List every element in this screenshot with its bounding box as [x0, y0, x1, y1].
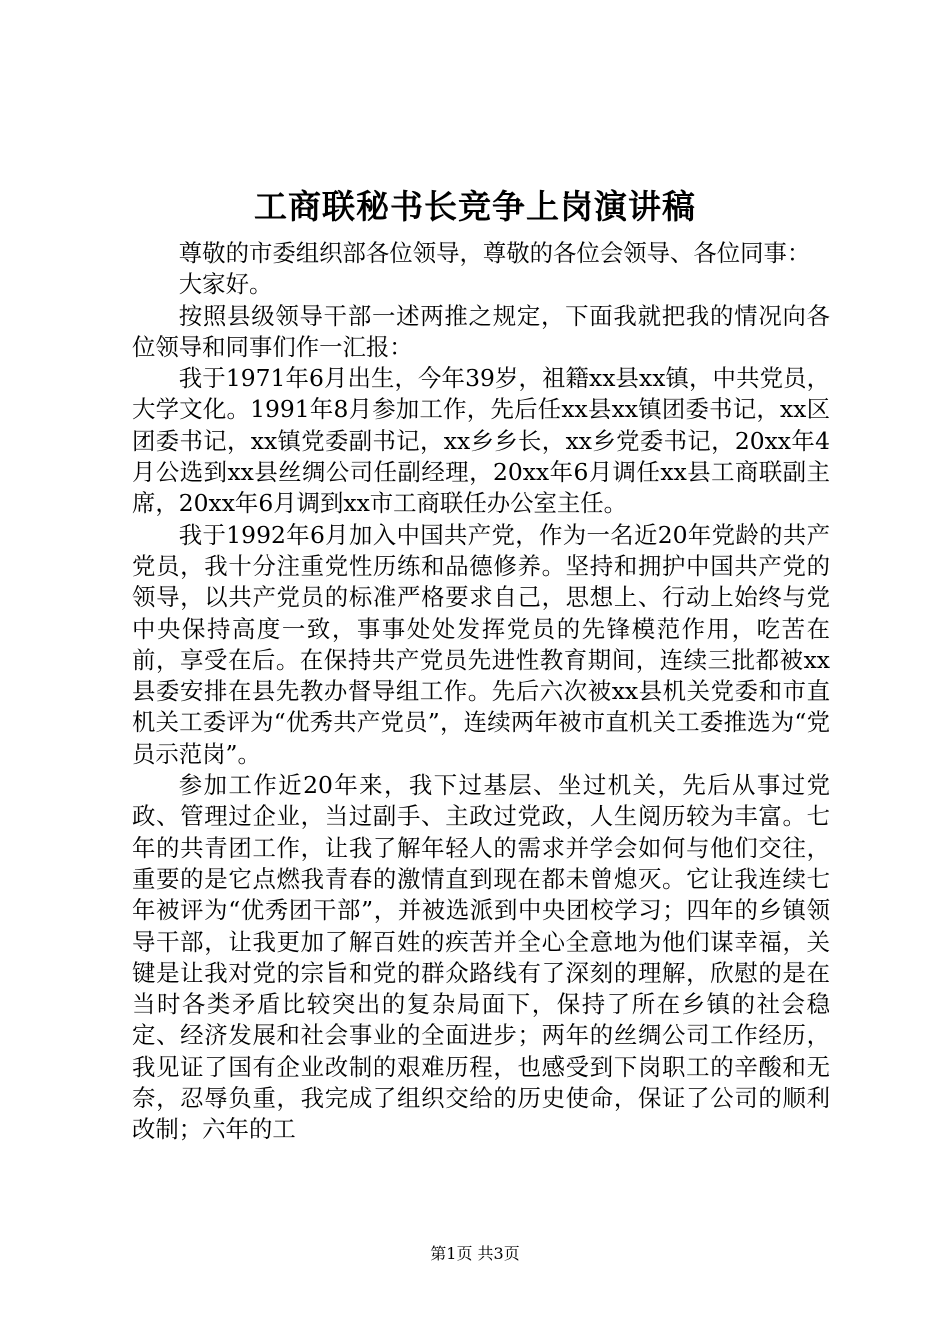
- document-title: 工商联秘书长竞争上岗演讲稿: [254, 187, 696, 226]
- document-body: [132, 238, 830, 1146]
- background-paragraph: 我于1971年6月出生，今年39岁，祖籍xx县xx镇，中共党员，大学文化。1991年8月参加工作，先后任xx县xx镇团委书记，xx区团委书记，xx镇党委副书记，xx乡乡长，xx乡党委书记，20xx年4月公选到xx县丝绸公司任副经理，20xx年6月调任xx县工商联副主席，20xx年6月调到xx市工商联任办公室主任。: [132, 364, 830, 518]
- party-paragraph: 我于1992年6月加入中国共产党，作为一名近20年党龄的共产党员，我十分注重党性历练和品德修养。坚持和拥护中国共产党的领导，以共产党员的标准严格要求自己，思想上、行动上始终与党中央保持高度一致，事事处处发挥党员的先锋模范作用，吃苦在前，享受在后。在保持共产党员先进性教育期间，连续三批都被xx县委安排在县先教办督导组工作。先后六次被xx县机关党委和市直机关工委评为“优秀共产党员”，连续两年被市直机关工委推选为“党员示范岗”。: [132, 520, 830, 768]
- experience-paragraph: 参加工作近20年来，我下过基层、坐过机关，先后从事过党政、管理过企业，当过副手、主政过党政，人生阅历较为丰富。七年的共青团工作，让我了解年轻人的需求并学会如何与他们交往，重要的是它点燃我青春的激情直到现在都未曾熄灭。它让我连续七年被评为“优秀团干部”，并被选派到中央团校学习；四年的乡镇领导干部，让我更加了解百姓的疾苦并全心全意地为他们谋幸福，关键是让我对党的宗旨和党的群众路线有了深刻的理解，欣慰的是在当时各类矛盾比较突出的复杂局面下，保持了所在乡镇的社会稳定、经济发展和社会事业的全面进步；两年的丝绸公司工作经历，我见证了国有企业改制的艰难历程，也感受到下岗职工的辛酸和无奈，忍辱负重，我完成了组织交给的历史使命，保证了公司的顺利改制；六年的工: [132, 771, 830, 1144]
- greeting-paragraph: 大家好。: [178, 270, 273, 299]
- page-footer: 第1页 共3页: [430, 1244, 520, 1263]
- intro-paragraph: 按照县级领导干部一述两推之规定，下面我就把我的情况向各位领导和同事们作一汇报：: [132, 301, 830, 361]
- salutation-paragraph: 尊敬的市委组织部各位领导，尊敬的各位会领导、各位同事：: [178, 239, 811, 267]
